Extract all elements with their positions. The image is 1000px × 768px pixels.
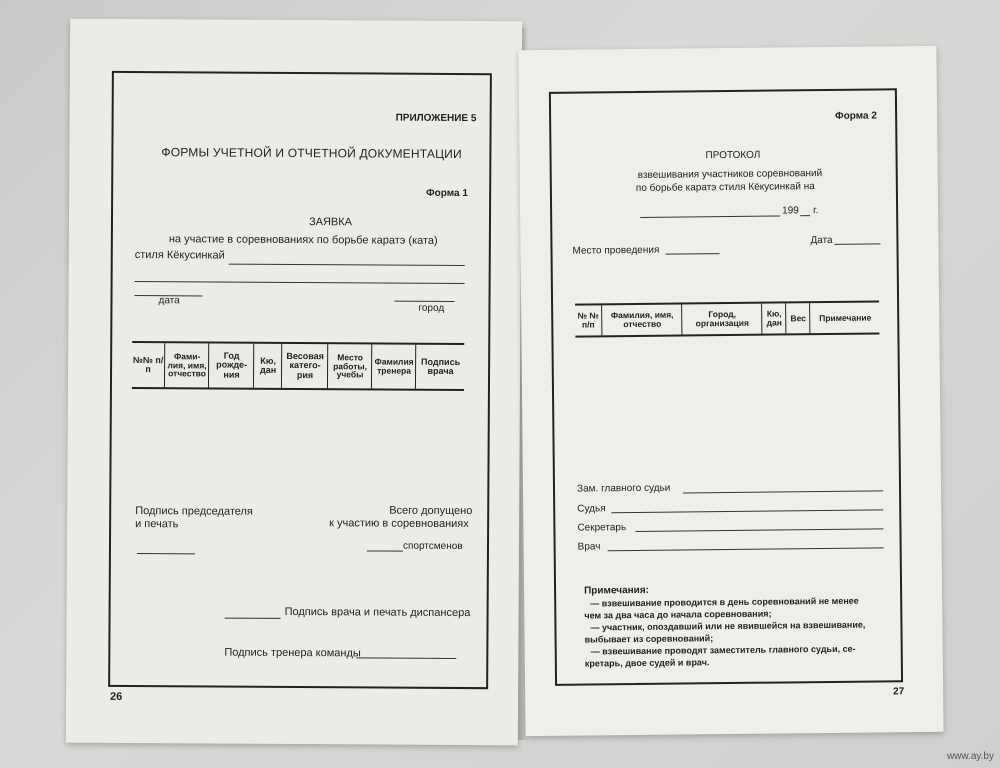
col-city-organization: Город, организация (681, 304, 762, 335)
application-table-header (132, 341, 464, 391)
notes-title: Примечания: (584, 584, 650, 597)
note-line-3: — участник, опоздавший или не явившейся на взвешивание, (590, 619, 866, 633)
appendix-label: ПРИЛОЖЕНИЕ 5 (395, 112, 477, 125)
col-kyu-dan: Кю, дан (761, 303, 786, 333)
year-suffix: г. (813, 205, 819, 217)
col-weight-category: Весовая катего-рия (281, 344, 328, 388)
col-notes: Примечание (809, 302, 880, 333)
form-2-label: Форма 2 (835, 110, 877, 122)
coach-signature-label: Подпись тренера команды (224, 646, 361, 660)
page-number-right: 27 (893, 686, 905, 698)
protocol-title: ПРОТОКОЛ (705, 149, 761, 162)
col-name: Фамилия, имя, отчество (601, 305, 682, 336)
secretary-label: Секретарь (577, 522, 627, 534)
chairman-signature-label: Подпись председателя (135, 505, 253, 518)
col-kyu-dan: Кю, дан (253, 344, 282, 388)
col-workplace: Место работы, учебы (327, 344, 372, 388)
protocol-table-header (575, 300, 879, 337)
watermark: www.ay.by (946, 751, 994, 762)
right-page (518, 46, 943, 736)
col-birth-year: Год рожде-ния (208, 343, 254, 387)
city-caption: город (418, 302, 445, 314)
col-doctor-signature: Подпись врача (415, 345, 465, 389)
judge-label: Судья (577, 503, 606, 515)
protocol-subtitle-1: взвешивания участников соревнований (637, 168, 823, 181)
style-label: стиля Кёкусинкай (134, 249, 225, 262)
application-subtitle: на участие в соревнованиях по борьбе каратэ (ката) (168, 233, 438, 247)
note-line-1: — взвешивание проводится в день соревнований не менее (590, 595, 859, 609)
and-stamp-label: и печать (135, 518, 179, 531)
athletes-count-line (367, 550, 403, 551)
document-section-title: ФОРМЫ УЧЕТНОЙ И ОТЧЕТНОЙ ДОКУМЕНТАЦИИ (161, 145, 462, 162)
deputy-judge-label: Зам. главного судьи (576, 482, 671, 495)
col-weight: Вес (785, 303, 810, 333)
admitted-total-label: Всего допущено (389, 504, 473, 518)
col-number: №№ п/п (132, 354, 164, 375)
note-line-4: выбывает из соревнований; (584, 633, 714, 645)
left-page (66, 19, 522, 746)
year-line (800, 215, 810, 216)
page-number-left: 26 (110, 690, 123, 703)
form-1-label: Форма 1 (426, 187, 468, 200)
admitted-competition-label: к участию в соревнованиях (329, 517, 469, 531)
doctor-signature-label: Подпись врача и печать диспансера (284, 605, 471, 620)
athletes-label: спортсменов (402, 540, 463, 553)
col-name: Фами-лия, имя, отчество (164, 343, 209, 387)
protocol-subtitle-2: по борьбе каратэ стиля Кёкусинкай на (635, 181, 815, 194)
note-line-5: — взвешивание проводят заместитель главного судьи, се- (590, 643, 856, 657)
col-coach: Фамилия тренера (371, 344, 416, 388)
doctor-label: Врач (577, 541, 601, 553)
col-number: № № п/п (577, 310, 599, 330)
note-line-6: кретарь, двое судей и врач. (584, 657, 710, 669)
year-prefix: 199 (782, 205, 799, 217)
note-line-2: чем за два часа до начала соревнования; (584, 608, 772, 621)
application-title: ЗАЯВКА (308, 216, 353, 229)
date-label: Дата (810, 234, 833, 247)
date-caption: дата (158, 295, 180, 307)
venue-label: Место проведения (572, 244, 660, 257)
